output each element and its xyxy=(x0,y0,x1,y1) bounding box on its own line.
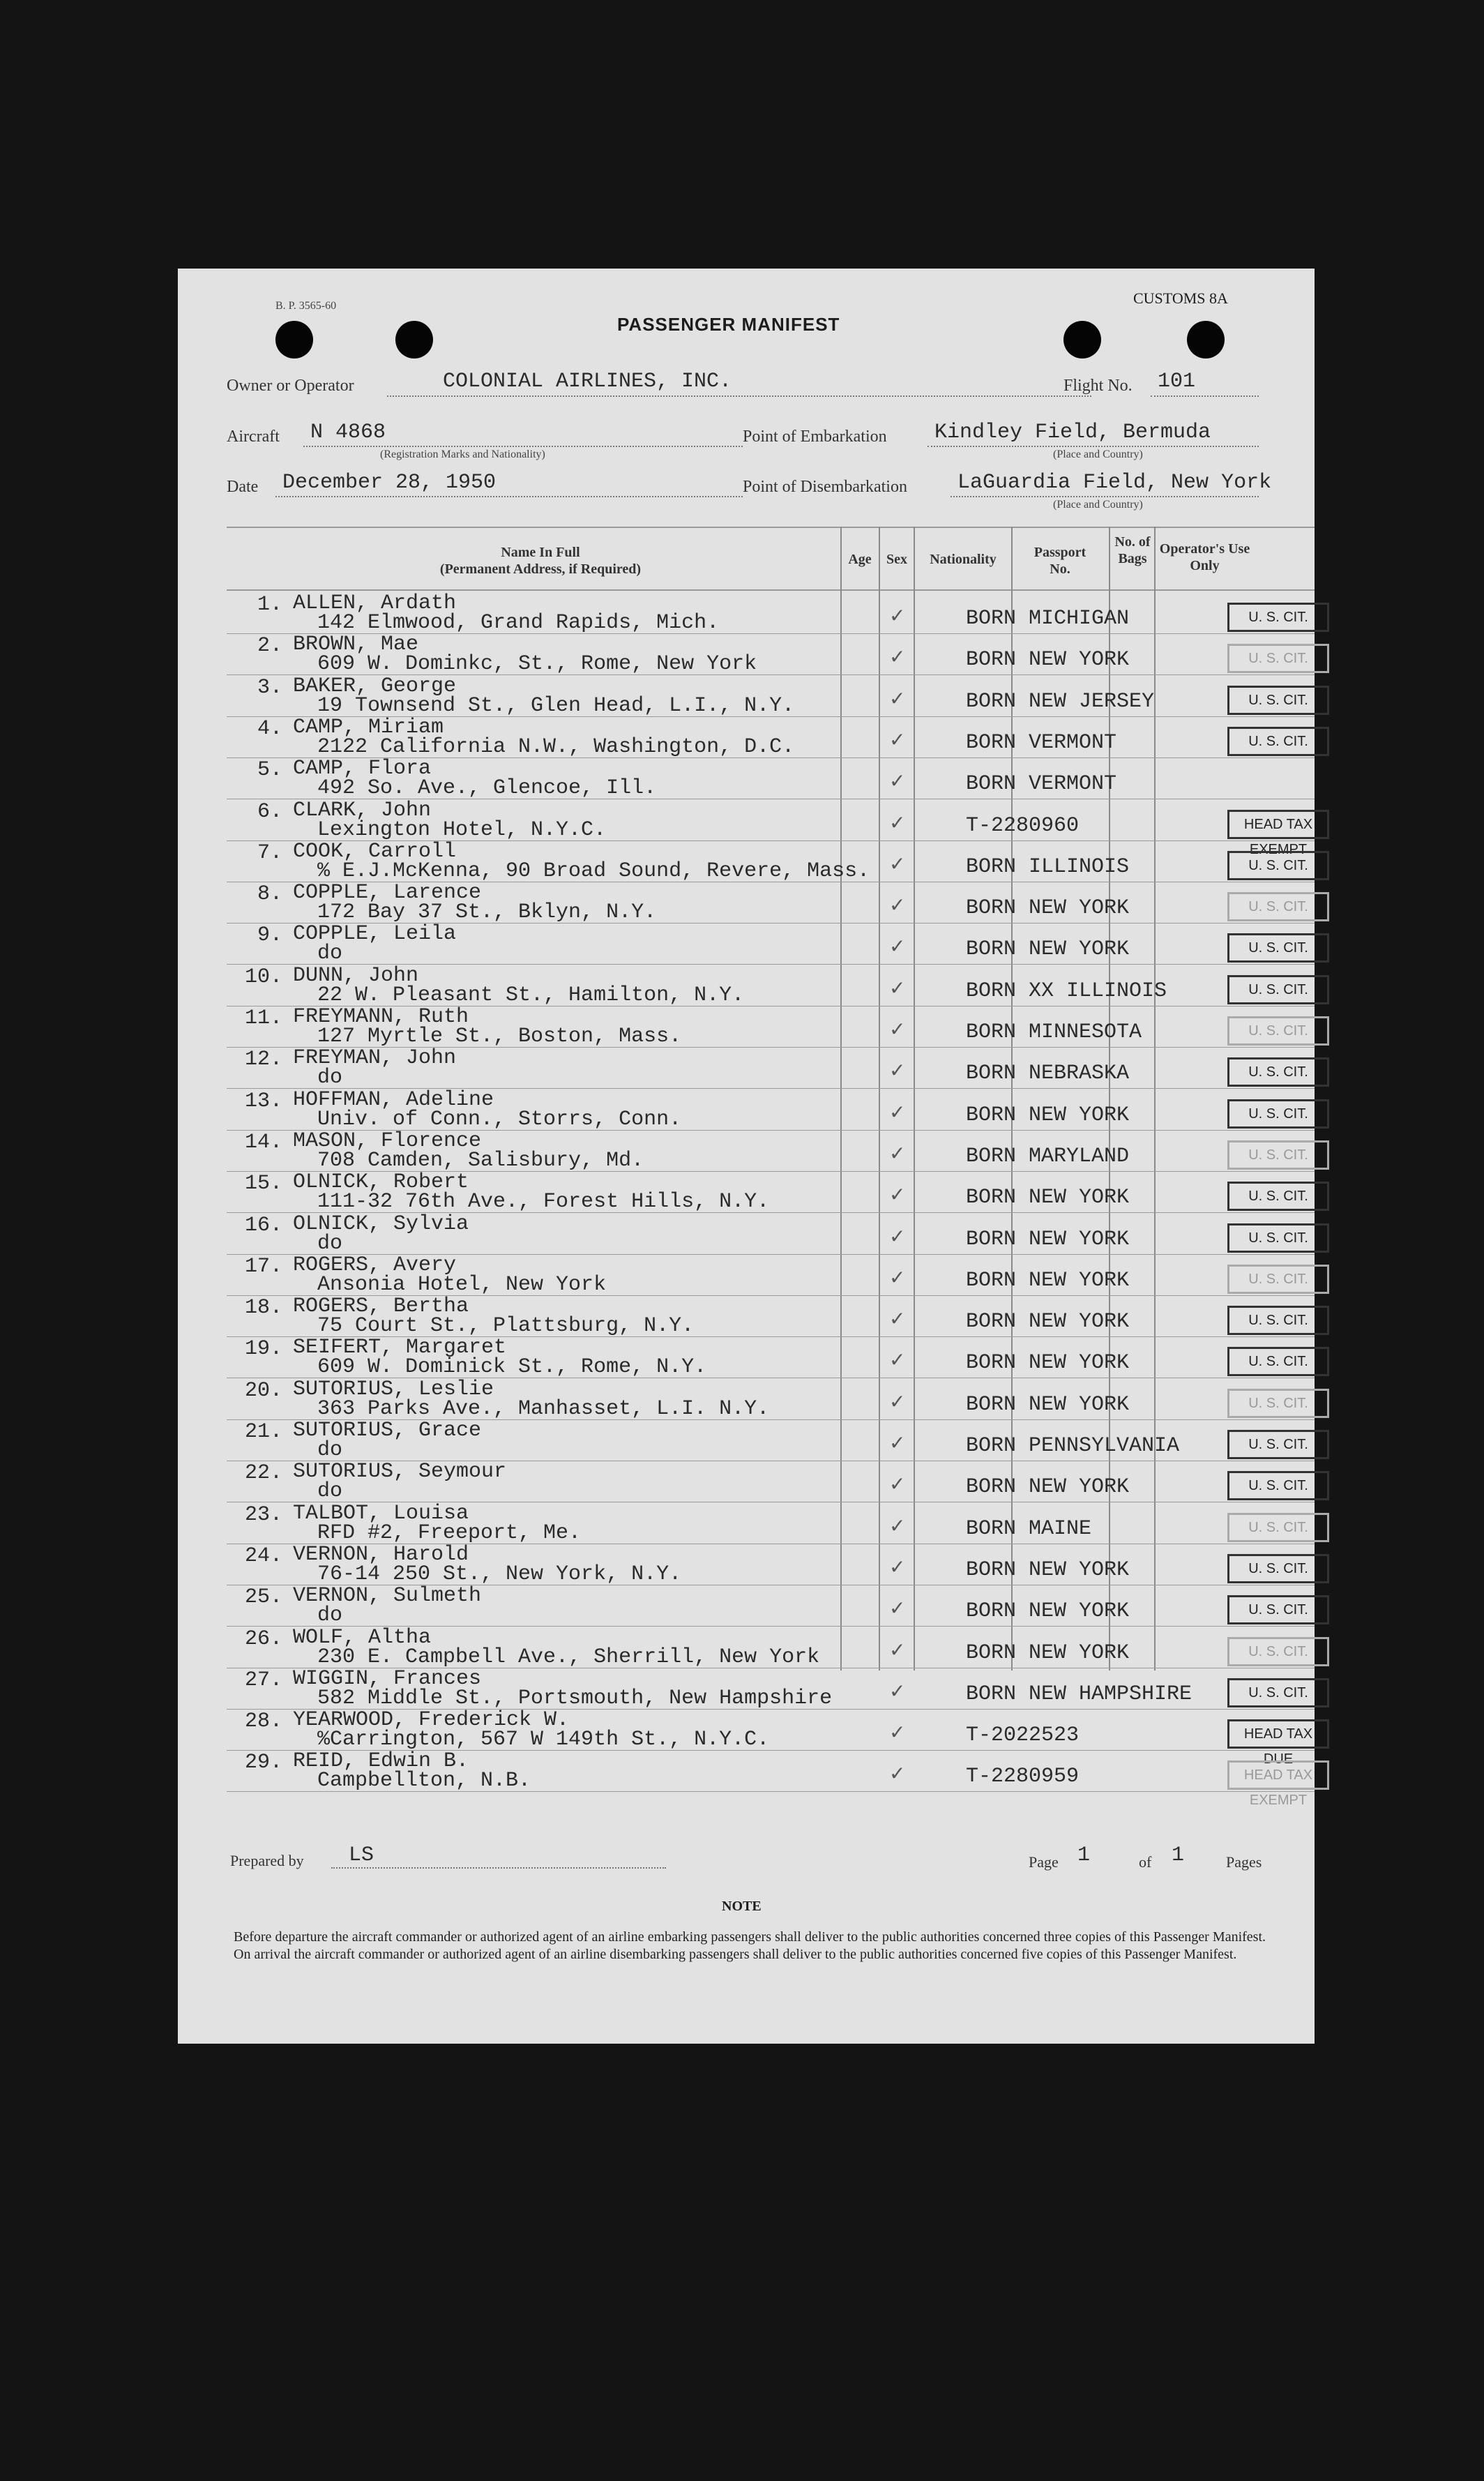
col-passport-header: Passport No. xyxy=(1034,545,1086,577)
passenger-row xyxy=(227,923,1315,964)
operator-stamp: U. S. CIT. xyxy=(1227,1389,1329,1418)
flight-value: 101 xyxy=(1158,370,1196,393)
passenger-row xyxy=(227,1255,1315,1295)
passenger-address: 2122 California N.W., Washington, D.C. xyxy=(317,735,795,759)
passenger-nationality: BORN MAINE xyxy=(966,1517,1092,1541)
punch-hole xyxy=(395,321,433,359)
col-sex-header: Sex xyxy=(886,552,907,567)
passenger-name: CLARK, John xyxy=(293,799,432,822)
operator-stamp: U. S. CIT. xyxy=(1227,1265,1329,1294)
check-mark-icon: ✓ xyxy=(889,935,906,958)
passenger-nationality: BORN NEW YORK xyxy=(966,1641,1130,1665)
passenger-name: WIGGIN, Frances xyxy=(293,1667,482,1691)
passenger-row xyxy=(227,965,1315,1006)
operator-stamp: U. S. CIT. xyxy=(1227,892,1329,921)
passenger-address: 230 E. Campbell Ave., Sherrill, New York xyxy=(317,1645,820,1669)
passenger-address: Univ. of Conn., Storrs, Conn. xyxy=(317,1108,682,1131)
passenger-address: 111-32 76th Ave., Forest Hills, N.Y. xyxy=(317,1190,770,1214)
passenger-name: DUNN, John xyxy=(293,964,419,988)
check-mark-icon: ✓ xyxy=(889,1266,906,1289)
form-code: B. P. 3565-60 xyxy=(275,300,337,312)
row-number: 23. xyxy=(244,1503,282,1527)
form-title: PASSENGER MANIFEST xyxy=(617,314,840,335)
owner-line xyxy=(387,395,1091,397)
pages-value: 1 xyxy=(1172,1843,1185,1867)
passenger-name: TALBOT, Louisa xyxy=(293,1502,469,1525)
passenger-name: OLNICK, Robert xyxy=(293,1170,469,1194)
operator-stamp: U. S. CIT. xyxy=(1227,603,1329,632)
row-number: 13. xyxy=(244,1089,282,1113)
passenger-name: SUTORIUS, Grace xyxy=(293,1419,482,1442)
row-number: 3. xyxy=(257,676,282,700)
check-mark-icon: ✓ xyxy=(889,1431,906,1454)
passenger-row xyxy=(227,1461,1315,1502)
customs-code: CUSTOMS 8A xyxy=(1133,289,1228,307)
passenger-row xyxy=(227,1296,1315,1336)
check-mark-icon: ✓ xyxy=(889,1638,906,1661)
passenger-name: VERNON, Sulmeth xyxy=(293,1584,482,1608)
prepared-value: LS xyxy=(349,1843,374,1867)
operator-stamp: U. S. CIT. xyxy=(1227,1099,1329,1129)
disembark-value: LaGuardia Field, New York xyxy=(957,471,1272,495)
check-mark-icon: ✓ xyxy=(889,976,906,1000)
passenger-address: 127 Myrtle St., Boston, Mass. xyxy=(317,1025,682,1048)
passenger-nationality: BORN NEW HAMPSHIRE xyxy=(966,1682,1192,1706)
punch-hole xyxy=(1063,321,1101,359)
passenger-address: 609 W. Dominick St., Rome, N.Y. xyxy=(317,1355,707,1379)
passenger-row xyxy=(227,1379,1315,1419)
passenger-row xyxy=(227,1337,1315,1378)
passenger-name: CAMP, Miriam xyxy=(293,716,444,739)
operator-stamp: U. S. CIT. xyxy=(1227,1182,1329,1211)
passenger-row xyxy=(227,1089,1315,1130)
passenger-nationality: BORN NEW YORK xyxy=(966,1351,1130,1375)
passenger-name: ALLEN, Ardath xyxy=(293,591,457,615)
passenger-address: 363 Parks Ave., Manhasset, L.I. N.Y. xyxy=(317,1397,770,1421)
passenger-nationality: BORN MINNESOTA xyxy=(966,1020,1142,1044)
note-text: Before departure the aircraft commander or authorized agent of an airline embarking passengers shall deliver to the public authorities concerned three copies of this Passenger Manifest. On arrival the aircraft commander or authorized agent of an airline disembarking passengers shall deliver to the public authorities concerned five copies of this Passenger Manifest. xyxy=(234,1929,1266,1962)
passenger-nationality: T-2280960 xyxy=(966,814,1080,838)
aircraft-line xyxy=(303,446,743,447)
passenger-row xyxy=(227,1048,1315,1088)
row-number: 7. xyxy=(257,841,282,865)
passenger-nationality: T-2280959 xyxy=(966,1765,1080,1788)
passenger-nationality: BORN XX ILLINOIS xyxy=(966,979,1167,1003)
row-number: 8. xyxy=(257,882,282,906)
passenger-address: 609 W. Dominkc, St., Rome, New York xyxy=(317,652,757,676)
aircraft-caption: (Registration Marks and Nationality) xyxy=(380,448,545,460)
check-mark-icon: ✓ xyxy=(889,1225,906,1248)
manifest-sheet xyxy=(178,269,1315,2044)
check-mark-icon: ✓ xyxy=(889,1059,906,1082)
row-number: 11. xyxy=(244,1006,282,1030)
col-name-header: Name In Full (Permanent Address, if Required) xyxy=(439,545,642,577)
passenger-row xyxy=(227,676,1315,716)
passenger-address: 492 So. Ave., Glencoe, Ill. xyxy=(317,776,657,800)
col-nationality-header: Nationality xyxy=(930,552,997,567)
passenger-row xyxy=(227,1544,1315,1585)
passenger-row xyxy=(227,1627,1315,1668)
passenger-name: FREYMANN, Ruth xyxy=(293,1005,469,1029)
passenger-nationality: BORN NEW YORK xyxy=(966,1599,1130,1623)
operator-stamp: HEAD TAX EXEMPT xyxy=(1227,810,1329,839)
passenger-address: do xyxy=(317,1604,343,1627)
passenger-address: 582 Middle St., Portsmouth, New Hampshire xyxy=(317,1687,833,1710)
row-number: 29. xyxy=(244,1751,282,1774)
col-operator-header: Operator's Use Only xyxy=(1159,541,1250,573)
passenger-name: CAMP, Flora xyxy=(293,757,432,781)
disembark-caption: (Place and Country) xyxy=(1053,499,1143,511)
passenger-nationality: BORN NEW YORK xyxy=(966,1310,1130,1334)
operator-stamp: U. S. CIT. xyxy=(1227,644,1329,673)
row-number: 19. xyxy=(244,1337,282,1361)
passenger-name: VERNON, Harold xyxy=(293,1543,469,1567)
operator-stamp: U. S. CIT. xyxy=(1227,1016,1329,1046)
row-number: 5. xyxy=(257,758,282,782)
operator-stamp: U. S. CIT. xyxy=(1227,727,1329,756)
operator-stamp: U. S. CIT. xyxy=(1227,1430,1329,1459)
passenger-row xyxy=(227,717,1315,757)
passenger-row xyxy=(227,634,1315,674)
check-mark-icon: ✓ xyxy=(889,1307,906,1330)
passenger-row xyxy=(227,1006,1315,1047)
operator-stamp: HEAD TAX DUE xyxy=(1227,1719,1329,1749)
owner-label: Owner or Operator xyxy=(227,377,354,395)
check-mark-icon: ✓ xyxy=(889,687,906,710)
passenger-address: 142 Elmwood, Grand Rapids, Mich. xyxy=(317,611,720,635)
passenger-nationality: BORN NEW YORK xyxy=(966,1228,1130,1251)
passenger-name: ROGERS, Avery xyxy=(293,1253,457,1277)
passenger-name: YEARWOOD, Frederick W. xyxy=(293,1708,570,1732)
passenger-row xyxy=(227,882,1315,923)
punch-hole xyxy=(275,321,313,359)
check-mark-icon: ✓ xyxy=(889,728,906,751)
check-mark-icon: ✓ xyxy=(889,893,906,917)
passenger-address: Lexington Hotel, N.Y.C. xyxy=(317,818,607,842)
passenger-nationality: T-2022523 xyxy=(966,1724,1080,1747)
passenger-nationality: BORN VERMONT xyxy=(966,731,1117,755)
passenger-nationality: BORN NEW YORK xyxy=(966,1475,1130,1499)
passenger-row xyxy=(227,1749,1315,1808)
check-mark-icon: ✓ xyxy=(889,1183,906,1206)
passenger-row xyxy=(227,841,1315,882)
passenger-address: 76-14 250 St., New York, N.Y. xyxy=(317,1562,682,1586)
operator-stamp: U. S. CIT. xyxy=(1227,686,1329,715)
page-value: 1 xyxy=(1077,1843,1091,1867)
flight-label: Flight No. xyxy=(1063,377,1133,395)
date-value: December 28, 1950 xyxy=(282,471,497,495)
row-number: 2. xyxy=(257,634,282,658)
passenger-address: % E.J.McKenna, 90 Broad Sound, Revere, Mass. xyxy=(317,859,870,883)
passenger-row xyxy=(227,1503,1315,1544)
operator-stamp: U. S. CIT. xyxy=(1227,1057,1329,1087)
passenger-nationality: BORN NEW YORK xyxy=(966,937,1130,961)
row-number: 26. xyxy=(244,1627,282,1651)
row-number: 12. xyxy=(244,1048,282,1071)
passenger-nationality: BORN NEW YORK xyxy=(966,1269,1130,1292)
passenger-nationality: BORN VERMONT xyxy=(966,772,1117,796)
prepared-line xyxy=(331,1867,666,1869)
passenger-row xyxy=(227,1420,1315,1461)
passenger-name: COPPLE, Leila xyxy=(293,922,457,946)
operator-stamp: U. S. CIT. xyxy=(1227,1347,1329,1376)
passenger-nationality: BORN MARYLAND xyxy=(966,1145,1130,1168)
passenger-name: BROWN, Mae xyxy=(293,633,419,656)
passenger-nationality: BORN NEW YORK xyxy=(966,896,1130,920)
passenger-name: SUTORIUS, Leslie xyxy=(293,1378,494,1401)
passenger-nationality: BORN NEW YORK xyxy=(966,1393,1130,1417)
passenger-address: %Carrington, 567 W 149th St., N.Y.C. xyxy=(317,1728,770,1751)
row-number: 10. xyxy=(244,965,282,989)
punch-hole xyxy=(1187,321,1225,359)
operator-stamp: U. S. CIT. xyxy=(1227,1554,1329,1583)
passenger-address: Ansonia Hotel, New York xyxy=(317,1273,607,1297)
operator-stamp: U. S. CIT. xyxy=(1227,1306,1329,1335)
passenger-name: BAKER, George xyxy=(293,674,457,698)
row-number: 9. xyxy=(257,923,282,947)
passenger-name: ROGERS, Bertha xyxy=(293,1295,469,1318)
row-number: 21. xyxy=(244,1420,282,1444)
passenger-name: HOFFMAN, Adeline xyxy=(293,1088,494,1112)
check-mark-icon: ✓ xyxy=(889,1555,906,1578)
passenger-row xyxy=(227,1172,1315,1212)
embark-caption: (Place and Country) xyxy=(1053,448,1143,460)
row-number: 16. xyxy=(244,1214,282,1237)
col-bags-header: No. of Bags xyxy=(1114,534,1151,566)
passenger-nationality: BORN NEW YORK xyxy=(966,1186,1130,1209)
passenger-nationality: BORN PENNSYLVANIA xyxy=(966,1434,1180,1458)
col-age-header: Age xyxy=(848,552,872,567)
row-number: 18. xyxy=(244,1296,282,1320)
aircraft-label: Aircraft xyxy=(227,428,280,446)
check-mark-icon: ✓ xyxy=(889,1514,906,1537)
aircraft-value: N 4868 xyxy=(310,421,386,444)
passenger-address: 22 W. Pleasant St., Hamilton, N.Y. xyxy=(317,983,745,1007)
passenger-row xyxy=(227,1668,1315,1709)
page-label: Page xyxy=(1029,1853,1059,1871)
owner-value: COLONIAL AIRLINES, INC. xyxy=(443,370,732,393)
row-number: 17. xyxy=(244,1255,282,1279)
passenger-nationality: BORN NEBRASKA xyxy=(966,1062,1130,1085)
check-mark-icon: ✓ xyxy=(889,1142,906,1165)
row-number: 22. xyxy=(244,1461,282,1485)
operator-stamp: U. S. CIT. xyxy=(1227,1223,1329,1253)
check-mark-icon: ✓ xyxy=(889,852,906,875)
operator-stamp: HEAD TAX EXEMPT xyxy=(1227,1760,1329,1790)
passenger-nationality: BORN NEW JERSEY xyxy=(966,690,1155,714)
check-mark-icon: ✓ xyxy=(889,811,906,834)
note-title: NOTE xyxy=(722,1899,762,1914)
passenger-address: 19 Townsend St., Glen Head, L.I., N.Y. xyxy=(317,694,795,718)
pages-label: Pages xyxy=(1226,1853,1262,1871)
passenger-name: WOLF, Altha xyxy=(293,1626,432,1650)
passenger-nationality: BORN MICHIGAN xyxy=(966,607,1130,631)
passenger-name: SEIFERT, Margaret xyxy=(293,1336,507,1359)
check-mark-icon: ✓ xyxy=(889,1472,906,1495)
passenger-name: SUTORIUS, Seymour xyxy=(293,1460,507,1484)
check-mark-icon: ✓ xyxy=(889,1680,906,1703)
row-number: 27. xyxy=(244,1668,282,1692)
check-mark-icon: ✓ xyxy=(889,1348,906,1371)
passenger-row xyxy=(227,758,1315,799)
passenger-row xyxy=(227,593,1315,633)
operator-stamp: U. S. CIT. xyxy=(1227,1678,1329,1707)
passenger-row xyxy=(227,1214,1315,1254)
operator-stamp: U. S. CIT. xyxy=(1227,1637,1329,1666)
check-mark-icon: ✓ xyxy=(889,1762,906,1785)
passenger-name: COPPLE, Larence xyxy=(293,881,482,905)
of-label: of xyxy=(1139,1853,1152,1871)
passenger-address: RFD #2, Freeport, Me. xyxy=(317,1521,582,1545)
operator-stamp: U. S. CIT. xyxy=(1227,1513,1329,1542)
table-head-rule xyxy=(227,589,1315,591)
prepared-label: Prepared by xyxy=(230,1852,304,1869)
passenger-nationality: BORN NEW YORK xyxy=(966,1103,1130,1127)
operator-stamp: U. S. CIT. xyxy=(1227,1471,1329,1500)
passenger-nationality: BORN ILLINOIS xyxy=(966,855,1130,879)
passenger-name: REID, Edwin B. xyxy=(293,1749,469,1773)
operator-stamp: U. S. CIT. xyxy=(1227,1595,1329,1624)
date-line xyxy=(275,496,743,497)
passenger-address: 708 Camden, Salisbury, Md. xyxy=(317,1149,644,1172)
flight-line xyxy=(1151,395,1259,397)
passenger-address: Campbellton, N.B. xyxy=(317,1769,531,1793)
table-top-rule xyxy=(227,527,1315,528)
row-number: 25. xyxy=(244,1585,282,1609)
check-mark-icon: ✓ xyxy=(889,1018,906,1041)
check-mark-icon: ✓ xyxy=(889,769,906,792)
passenger-row xyxy=(227,1585,1315,1626)
passenger-name: COOK, Carroll xyxy=(293,840,457,864)
operator-stamp: U. S. CIT. xyxy=(1227,1140,1329,1170)
passenger-name: OLNICK, Sylvia xyxy=(293,1212,469,1236)
passenger-nationality: BORN NEW YORK xyxy=(966,648,1130,672)
passenger-address: do xyxy=(317,1066,343,1089)
disembark-line xyxy=(951,496,1259,497)
check-mark-icon: ✓ xyxy=(889,1721,906,1744)
row-number: 24. xyxy=(244,1544,282,1568)
check-mark-icon: ✓ xyxy=(889,604,906,627)
embark-value: Kindley Field, Bermuda xyxy=(934,421,1211,444)
check-mark-icon: ✓ xyxy=(889,1101,906,1124)
check-mark-icon: ✓ xyxy=(889,645,906,668)
passenger-row xyxy=(227,1131,1315,1171)
passenger-address: do xyxy=(317,1232,343,1255)
disembark-label: Point of Disembarkation xyxy=(743,478,907,496)
row-number: 1. xyxy=(257,593,282,617)
passenger-address: 75 Court St., Plattsburg, N.Y. xyxy=(317,1314,695,1338)
row-number: 14. xyxy=(244,1131,282,1154)
operator-stamp: U. S. CIT. xyxy=(1227,851,1329,880)
operator-stamp: U. S. CIT. xyxy=(1227,933,1329,963)
row-number: 20. xyxy=(244,1379,282,1403)
row-number: 4. xyxy=(257,717,282,741)
row-number: 28. xyxy=(244,1710,282,1733)
check-mark-icon: ✓ xyxy=(889,1597,906,1620)
check-mark-icon: ✓ xyxy=(889,1390,906,1413)
embark-line xyxy=(927,446,1259,447)
passenger-address: 172 Bay 37 St., Bklyn, N.Y. xyxy=(317,900,657,924)
passenger-name: FREYMAN, John xyxy=(293,1046,457,1070)
date-label: Date xyxy=(227,478,259,496)
passenger-nationality: BORN NEW YORK xyxy=(966,1558,1130,1582)
passenger-name: MASON, Florence xyxy=(293,1129,482,1153)
row-divider xyxy=(227,1791,1315,1792)
row-number: 15. xyxy=(244,1172,282,1196)
operator-stamp: U. S. CIT. xyxy=(1227,975,1329,1004)
passenger-address: do xyxy=(317,1479,343,1503)
passenger-address: do xyxy=(317,942,343,965)
passenger-address: do xyxy=(317,1438,343,1462)
embark-label: Point of Embarkation xyxy=(743,428,887,446)
row-number: 6. xyxy=(257,800,282,824)
